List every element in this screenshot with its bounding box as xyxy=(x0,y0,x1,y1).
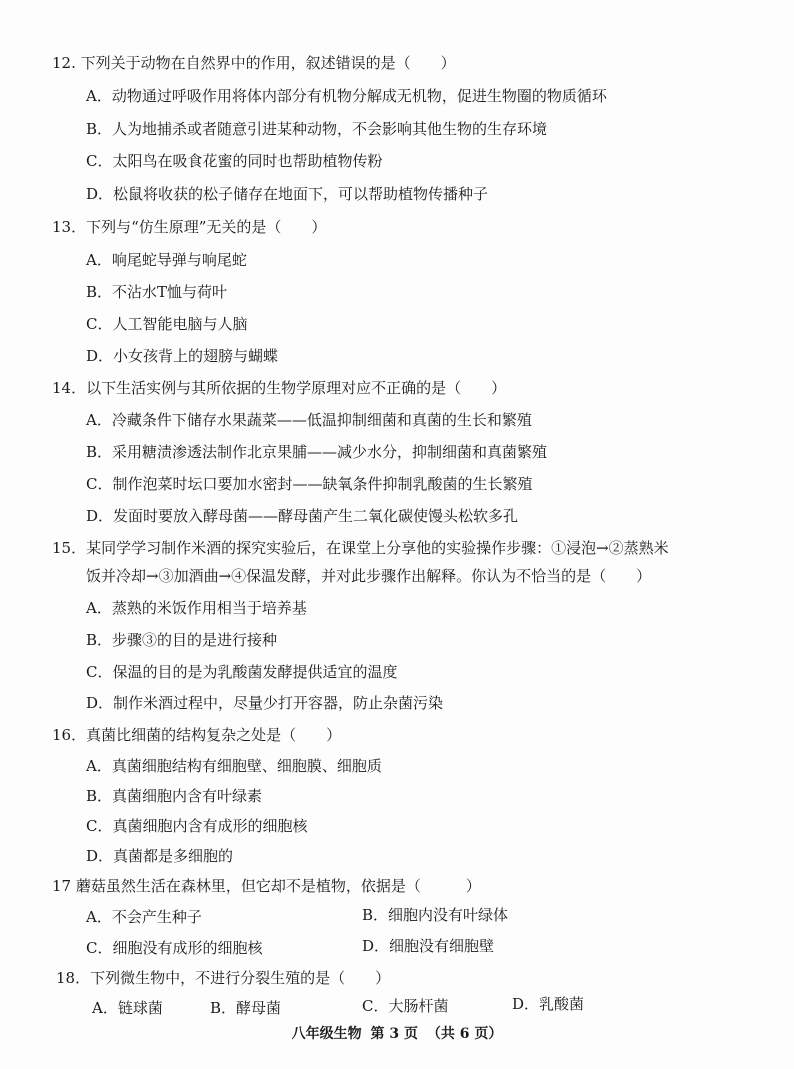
question-14-option-a: A．冷藏条件下储存水果蔬菜——低温抑制细菌和真菌的生长和繁殖 xyxy=(86,411,532,429)
question-16-option-a: A．真菌细胞结构有细胞壁、细胞膜、细胞质 xyxy=(86,757,382,775)
question-17-option-c: C．细胞没有成形的细胞核 xyxy=(86,939,263,957)
question-13-option-a: A．响尾蛇导弹与响尾蛇 xyxy=(86,251,247,269)
question-16-option-b: B．真菌细胞内含有叶绿素 xyxy=(86,787,263,805)
question-16-stem: 16．真菌比细菌的结构复杂之处是（ ） xyxy=(52,726,342,744)
footer-subject: 八年级生物 xyxy=(291,1026,362,1042)
footer-page-number: 第 3 页 xyxy=(370,1026,418,1042)
page-footer xyxy=(0,1024,794,1044)
question-12-stem: 12. 下列关于动物在自然界中的作用，叙述错误的是（ ） xyxy=(52,54,456,72)
question-14-option-b: B．采用糖渍渗透法制作北京果脯——减少水分，抑制细菌和真菌繁殖 xyxy=(86,443,548,461)
question-18-option-c: C．大肠杆菌 xyxy=(362,997,449,1015)
question-18-option-d: D．乳酸菌 xyxy=(512,995,585,1013)
question-15-stem-continued: 饭并冷却→③加酒曲→④保温发酵，并对此步骤作出解释。你认为不恰当的是（ ） xyxy=(86,567,652,585)
footer-total-pages: （共 6 页） xyxy=(426,1026,503,1042)
question-13-option-c: C．人工智能电脑与人脑 xyxy=(86,315,248,333)
question-18-stem: 18．下列微生物中，不进行分裂生殖的是（ ） xyxy=(56,969,391,987)
question-15-option-c: C．保温的目的是为乳酸菌发酵提供适宜的温度 xyxy=(86,663,398,681)
question-12-option-a: A．动物通过呼吸作用将体内部分有机物分解成无机物，促进生物圈的物质循环 xyxy=(86,87,607,105)
question-14-stem: 14．以下生活实例与其所依据的生物学原理对应不正确的是（ ） xyxy=(52,379,507,397)
question-15-option-a: A．蒸熟的米饭作用相当于培养基 xyxy=(86,599,307,617)
question-17-option-a: A．不会产生种子 xyxy=(86,908,202,926)
question-15-stem: 15．某同学学习制作米酒的探究实验后，在课堂上分享他的实验操作步骤：①浸泡→②蒸熟米 xyxy=(52,539,669,557)
question-17-stem: 17 蘑菇虽然生活在森林里，但它却不是植物，依据是（ ） xyxy=(52,877,481,895)
question-13-option-d: D．小女孩背上的翅膀与蝴蝶 xyxy=(86,347,279,365)
question-12-option-b: B．人为地捕杀或者随意引进某种动物，不会影响其他生物的生存环境 xyxy=(86,120,548,138)
question-15-option-d: D．制作米酒过程中，尽量少打开容器，防止杂菌污染 xyxy=(86,694,444,712)
question-13-stem: 13．下列与“仿生原理”无关的是（ ） xyxy=(52,218,327,236)
question-18-option-a: A．链球菌 xyxy=(92,999,163,1017)
question-14-option-c: C．制作泡菜时坛口要加水密封——缺氧条件抑制乳酸菌的生长繁殖 xyxy=(86,475,533,493)
question-12-option-d: D．松鼠将收获的松子储存在地面下，可以帮助植物传播种子 xyxy=(86,185,489,203)
question-17-option-d: D．细胞没有细胞壁 xyxy=(362,937,495,955)
question-16-option-d: D．真菌都是多细胞的 xyxy=(86,847,234,865)
question-12-option-c: C．太阳鸟在吸食花蜜的同时也帮助植物传粉 xyxy=(86,152,383,170)
question-15-option-b: B．步骤③的目的是进行接种 xyxy=(86,631,278,649)
question-13-option-b: B．不沾水T恤与荷叶 xyxy=(86,283,228,301)
question-14-option-d: D．发面时要放入酵母菌——酵母菌产生二氧化碳使馒头松软多孔 xyxy=(86,507,519,525)
question-17-option-b: B．细胞内没有叶绿体 xyxy=(362,906,509,924)
question-16-option-c: C．真菌细胞内含有成形的细胞核 xyxy=(86,817,308,835)
question-18-option-b: B．酵母菌 xyxy=(210,999,282,1017)
